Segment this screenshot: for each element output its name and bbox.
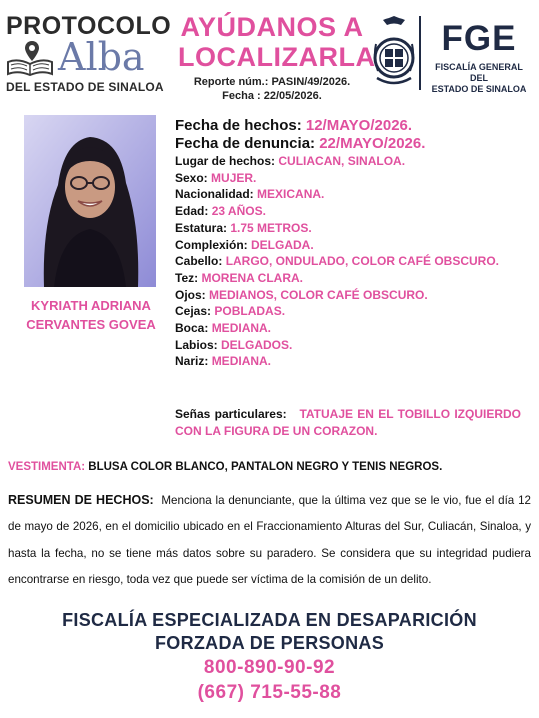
person-details bbox=[175, 117, 531, 370]
resumen-text: Menciona la denunciante, que la última vez que se le vio, fue el día 12 de mayo de 2026, en el domicilio ubicado en el Fraccionamiento Alturas del Sur, Culiacán, Sinaloa, y hasta la fecha, no se tiene más datos sobre su paradero. Se considera que su integridad pudiera encontrarse en riesgo, toda vez que puede ser víctima de la comisión de un delito. bbox=[8, 494, 531, 587]
logo-estado-text: DEL ESTADO DE SINALOA bbox=[6, 80, 164, 94]
detail-row-cabello bbox=[175, 253, 531, 270]
header-title-block bbox=[178, 12, 376, 103]
location-pin-icon bbox=[24, 40, 40, 62]
footer-agency-line-1: FISCALÍA ESPECIALIZADA EN DESAPARICIÓN bbox=[62, 610, 477, 630]
detail-row-lugar bbox=[175, 153, 531, 170]
protocolo-alba-logo bbox=[6, 14, 172, 94]
detail-row-nariz bbox=[175, 353, 531, 370]
detail-label: Ojos: bbox=[175, 287, 206, 302]
detail-label: Boca: bbox=[175, 321, 209, 336]
detail-label: Complexión: bbox=[175, 237, 248, 252]
detail-value: MEXICANA. bbox=[257, 187, 325, 202]
phone-tollfree: 800-890-90-92 bbox=[203, 657, 336, 678]
detail-row-ojos bbox=[175, 287, 531, 304]
vestimenta-label: VESTIMENTA: bbox=[8, 461, 86, 473]
detail-value: POBLADAS. bbox=[214, 304, 286, 319]
detail-label: Cejas: bbox=[175, 304, 212, 319]
fge-subtitle-line-2: ESTADO DE SINALOA bbox=[431, 84, 527, 94]
footer-contact bbox=[0, 609, 539, 705]
vestimenta-row bbox=[8, 459, 533, 475]
detail-row-sexo bbox=[175, 170, 531, 187]
resumen-de-hechos bbox=[8, 487, 531, 594]
detail-label: Labios: bbox=[175, 337, 218, 352]
report-date: Fecha : 22/05/2026. bbox=[222, 90, 322, 102]
state-seal-icon bbox=[373, 16, 415, 90]
person-name bbox=[10, 296, 172, 334]
detail-label: Nacionalidad: bbox=[175, 187, 254, 202]
detail-row-fecha-hechos bbox=[175, 117, 531, 135]
detail-value: 22/MAYO/2026. bbox=[319, 135, 426, 152]
resumen-label: RESUMEN DE HECHOS: bbox=[8, 493, 154, 507]
detail-label: Cabello: bbox=[175, 254, 223, 269]
report-number: Reporte núm.: PASIN/49/2026. bbox=[193, 76, 351, 88]
detail-row-nacionalidad bbox=[175, 186, 531, 203]
detail-value: DELGADOS. bbox=[221, 337, 293, 352]
detail-value: 12/MAYO/2026. bbox=[305, 117, 413, 134]
detail-label: Fecha de hechos: bbox=[175, 117, 302, 134]
detail-value: CULIACAN, SINALOA. bbox=[278, 154, 406, 168]
phone-local: (667) 715-55-88 bbox=[197, 682, 342, 703]
detail-row-tez bbox=[175, 270, 531, 287]
detail-label: Sexo: bbox=[175, 170, 208, 185]
detail-row-estatura bbox=[175, 220, 531, 237]
person-name-line-2: CERVANTES GOVEA bbox=[26, 317, 156, 332]
detail-value: DELGADA. bbox=[251, 237, 314, 252]
detail-row-complexion bbox=[175, 237, 531, 254]
detail-value: MEDIANA. bbox=[211, 321, 272, 336]
detail-label: Edad: bbox=[175, 204, 209, 219]
detail-row-edad bbox=[175, 203, 531, 220]
detail-label: Nariz: bbox=[175, 354, 209, 369]
title-line-1: AYÚDANOS A bbox=[180, 12, 364, 42]
detail-value: LARGO, ONDULADO, COLOR CAFÉ OBSCURO. bbox=[225, 254, 500, 269]
detail-value: MUJER. bbox=[211, 170, 257, 185]
vestimenta-value: BLUSA COLOR BLANCO, PANTALON NEGRO Y TENIS NEGROS. bbox=[88, 461, 443, 473]
detail-value: MORENA CLARA. bbox=[201, 270, 304, 285]
detail-value: TATUAJE EN EL TOBILLO IZQUIERDO CON LA FIGURA DE UN CORAZON. bbox=[175, 407, 521, 438]
detail-value: 1.75 METROS. bbox=[230, 220, 312, 235]
detail-value: 23 AÑOS. bbox=[211, 204, 266, 219]
detail-row-senas bbox=[175, 406, 521, 440]
footer-agency-line-2: FORZADA DE PERSONAS bbox=[154, 633, 385, 653]
detail-value: MEDIANOS, COLOR CAFÉ OBSCURO. bbox=[209, 287, 428, 302]
detail-row-labios bbox=[175, 337, 531, 354]
detail-label: Señas particulares: bbox=[175, 407, 287, 421]
detail-label: Fecha de denuncia: bbox=[175, 135, 316, 152]
logo-alba-row bbox=[6, 35, 172, 79]
detail-label: Lugar de hechos: bbox=[175, 154, 276, 168]
detail-row-cejas bbox=[175, 303, 531, 320]
detail-value: MEDIANA. bbox=[211, 354, 272, 369]
missing-person-photo bbox=[24, 115, 156, 287]
logo-alba-text: Alba bbox=[58, 35, 145, 79]
logo-protocolo-text: PROTOCOLO bbox=[6, 12, 172, 40]
title-line-2: LOCALIZARLA bbox=[178, 42, 376, 72]
person-name-line-1: KYRIATH ADRIANA bbox=[31, 298, 151, 313]
detail-row-fecha-denuncia bbox=[175, 135, 531, 153]
fge-subtitle-line-1: FISCALÍA GENERAL DEL bbox=[435, 62, 523, 83]
detail-row-boca bbox=[175, 320, 531, 337]
fge-logo bbox=[419, 16, 531, 94]
fge-title: FGE bbox=[441, 19, 517, 58]
detail-label: Tez: bbox=[175, 270, 199, 285]
detail-label: Estatura: bbox=[175, 220, 228, 235]
